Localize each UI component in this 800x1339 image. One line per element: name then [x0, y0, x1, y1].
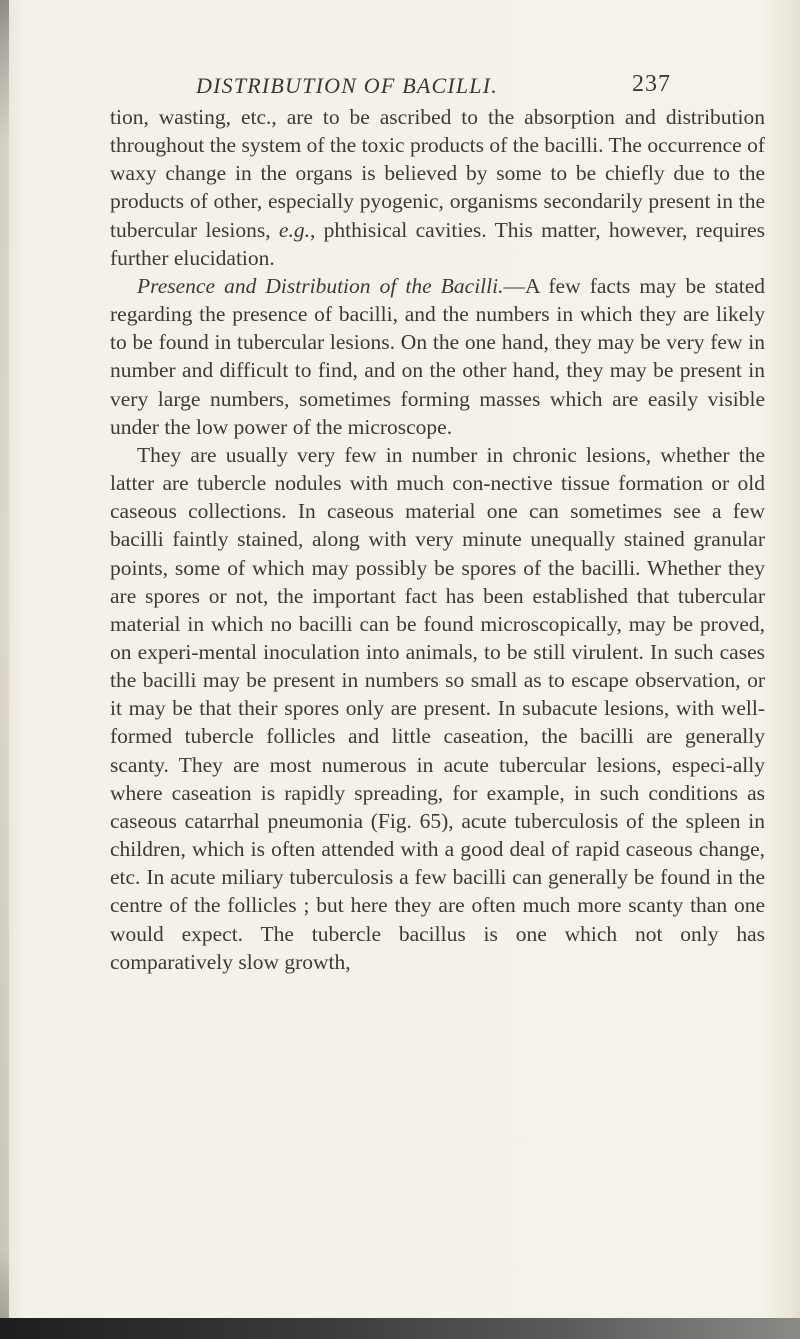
running-head: DISTRIBUTION OF BACILLI.: [196, 73, 498, 98]
paragraph-text: tion, wasting, etc., are to be ascribed to the absorption and distribution throughout the system of the toxic products of the bacilli. The occurrence of waxy change in the organs is believed by some to be chiefly due to the products of other, especially pyogenic, organisms secondarily present in the tubercular lesions,: [110, 105, 765, 242]
paragraph-text: , phthisical cavities. This matter, however, requires further elucidation.: [110, 217, 766, 270]
binding-shadow: [0, 0, 9, 1339]
page-number: 237: [632, 71, 671, 97]
paragraph-continuation: [110, 103, 765, 272]
abbreviation-eg: e.g.: [278, 217, 310, 242]
page-bottom-edge: [0, 1318, 800, 1339]
body-text: [110, 103, 765, 976]
paragraph-text: They are usually very few in number in chronic lesions, whether the latter are tubercle nodules with much con-nective tissue formation or old caseous collections. In caseous material one can sometimes see a few bacilli faintly stained, along with very minute unequally stained granular points, some of which may possibly be spores of the bacilli. Whether they are spores or not, the important fact has been established that tubercular material in which no bacilli can be found microscopically, may be proved, on experi-mental inoculation into animals, to be still virulent. In such cases the bacilli may be present in numbers so small as to escape observation, or it may be that their spores only are present. In subacute lesions, with well-formed tubercle follicles and little caseation, the bacilli are generally scanty. They are most numerous in acute tubercular lesions, especi-ally where caseation is rapidly spreading, for example, in such conditions as caseous catarrhal pneumonia (Fig. 65), acute tuberculosis of the spleen in children, which is often attended with a good deal of rapid caseous change, etc. In acute miliary tuberculosis a few bacilli can generally be found in the centre of the follicles ; but here they are often much more scanty than one would expect. The tubercle bacillus is one which not only has comparatively slow growth,: [110, 442, 765, 974]
paragraph-chronic: [110, 441, 765, 976]
paragraph-presence: [110, 272, 765, 441]
section-heading: Presence and Distribution of the Bacilli.: [137, 273, 504, 298]
paragraph-text: —A few facts may be stated regarding the presence of bacilli, and the numbers in which they are likely to be found in tubercular lesions. On the one hand, they may be very few in number and difficult to find, and on the other hand, they may be present in very large numbers, sometimes forming masses which are easily visible under the low power of the microscope.: [110, 273, 765, 439]
